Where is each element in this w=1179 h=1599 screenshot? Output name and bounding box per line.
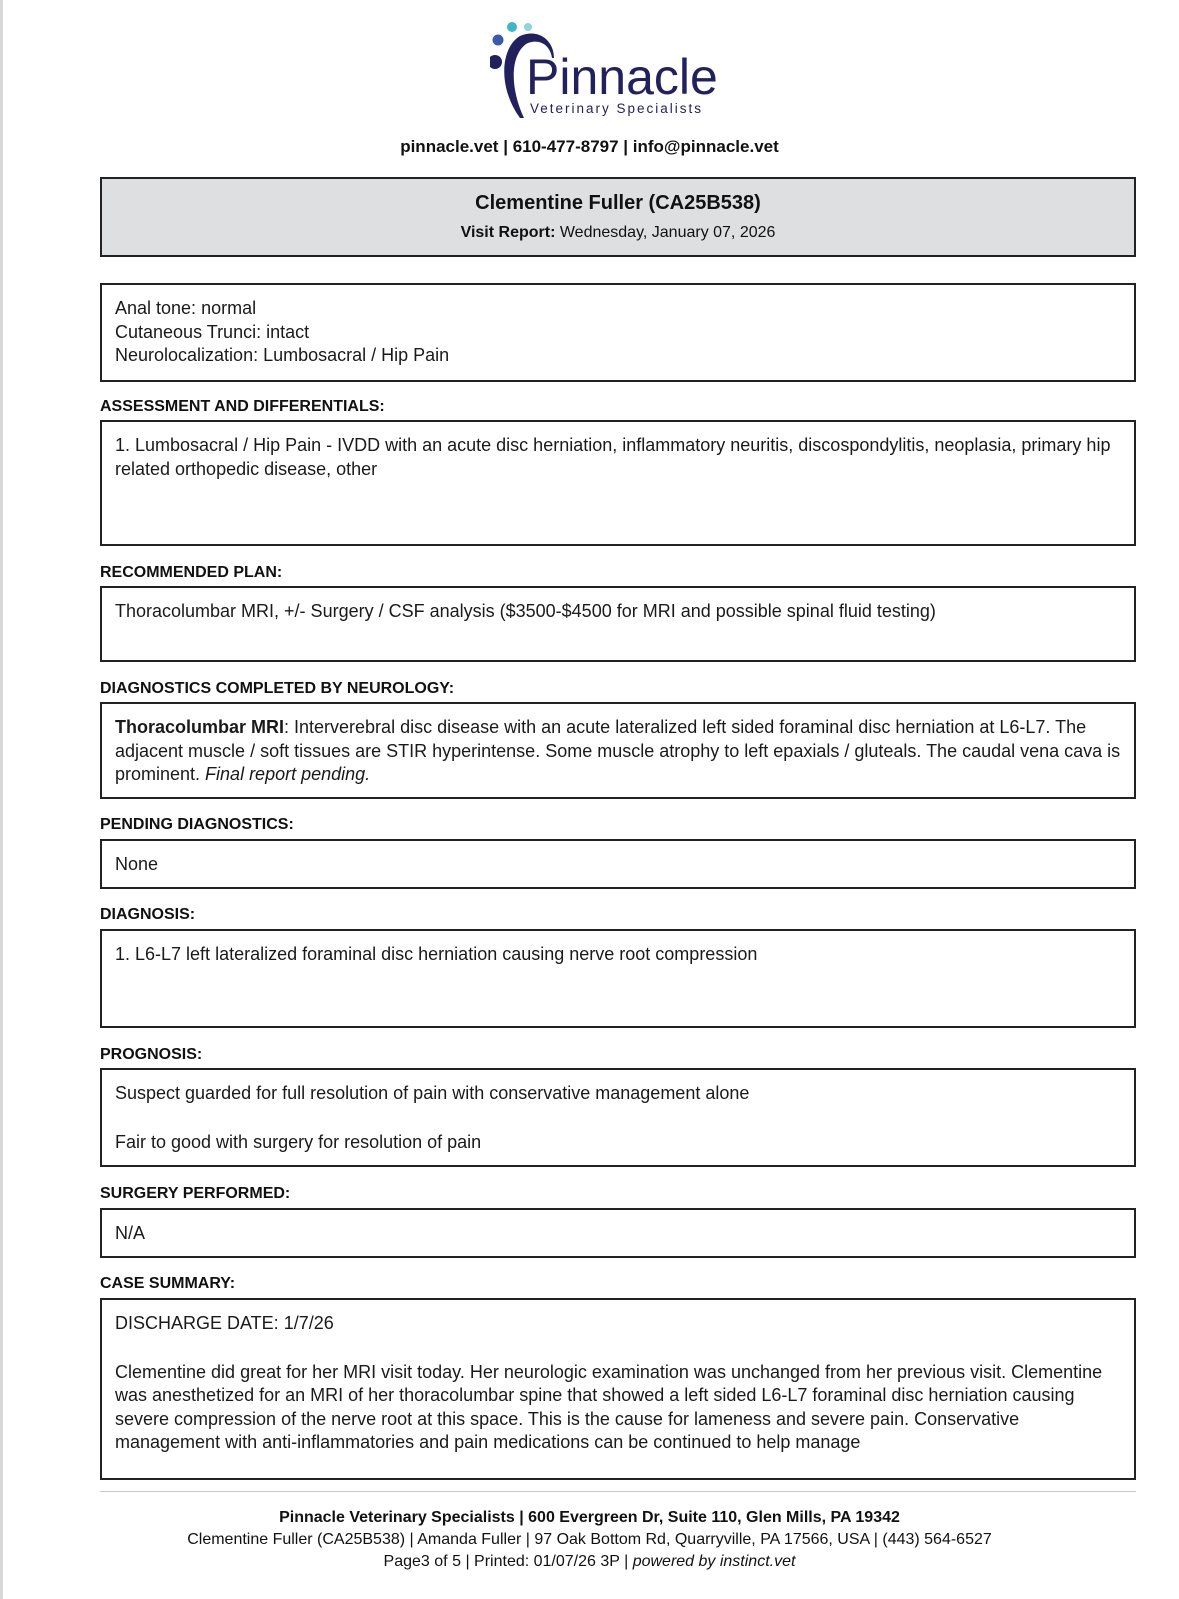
footer-divider [100,1491,1136,1492]
diagnostics-test-name: Thoracolumbar MRI [115,717,285,737]
pinnacle-logo [490,18,750,128]
pending-text: None [115,854,159,874]
diagnostics-completed-box [100,702,1136,799]
visit-label: Visit Report: [460,224,556,241]
case-summary-label: CASE SUMMARY: [100,1275,236,1292]
surgery-label: SURGERY PERFORMED: [100,1185,291,1202]
diagnosis-text: 1. L6-L7 left lateralized foraminal disc herniation causing nerve root compression [115,944,758,964]
pending-label: PENDING DIAGNOSTICS: [100,816,294,833]
diagnosis-label: DIAGNOSIS: [100,906,196,923]
prognosis-surgery: Fair to good with surgery for resolution of pain [115,1131,482,1152]
exam-line-cutaneous-trunci: Cutaneous Trunci: intact [115,321,310,342]
exam-findings-box [100,283,1136,382]
page-edge [0,0,3,1599]
prognosis-label: PROGNOSIS: [100,1046,203,1063]
assessment-text: 1. Lumbosacral / Hip Pain - IVDD with an acute disc herniation, inflammatory neuritis, discospondylitis, neoplasia, primary hip related orthopedic disease, other [115,435,1111,479]
plan-box [100,586,1136,662]
diagnosis-box [100,929,1136,1028]
diagnostics-status: Final report pending. [205,764,371,784]
contact-divider: | [503,137,513,156]
prognosis-box [100,1068,1136,1167]
page-prefix: Page [383,1553,421,1570]
footer-client-line: Clementine Fuller (CA25B538) | Amanda Fuller | 97 Oak Bottom Rd, Quarryville, PA 17566, USA | (443) 564-6527 [187,1531,992,1548]
contact-website[interactable]: pinnacle.vet [400,137,499,156]
powered-by[interactable]: powered by instinct.vet [632,1553,796,1570]
logo-dot-navy [490,55,502,69]
patient-title: Clementine Fuller (CA25B538) [475,192,761,214]
case-summary-box [100,1298,1136,1480]
report-header [100,177,1136,257]
contact-phone[interactable]: 610-477-8797 [512,137,619,156]
logo-tagline: Veterinary Specialists [530,101,704,116]
plan-label: RECOMMENDED PLAN: [100,564,283,581]
page-current: 3 [420,1553,430,1570]
contact-line [0,137,1179,157]
page-of: of [434,1553,448,1570]
assessment-box [100,420,1136,546]
exam-line-neurolocalization: Neurolocalization: Lumbosacral / Hip Pain [115,345,450,365]
pending-box [100,839,1136,889]
visit-line [102,224,1134,242]
footer-clinic-line: Pinnacle Veterinary Specialists | 600 Evergreen Dr, Suite 110, Glen Mills, PA 19342 [279,1509,900,1526]
diagnostics-completed-text [115,716,1122,787]
logo-dot-light [507,22,517,32]
logo-dot-mid [493,35,504,46]
visit-date: Wednesday, January 07, 2026 [559,224,776,241]
prognosis-conservative: Suspect guarded for full resolution of pain with conservative management alone [115,1083,750,1103]
diagnostics-findings: : Interverebral disc disease with an acute lateralized left sided foraminal disc herniation at L6-L7. The adjacent muscle / soft tissues are STIR hyperintense. Some muscle atrophy to left epaxials / gluteals. The caudal vena cava is prominent. [115,717,1121,784]
diagnostics-completed-label: DIAGNOSTICS COMPLETED BY NEUROLOGY: [100,680,455,697]
contact-email[interactable]: info@pinnacle.vet [632,137,779,156]
plan-text: Thoracolumbar MRI, +/- Surgery / CSF analysis ($3500-$4500 for MRI and possible spinal fluid testing) [115,601,936,621]
exam-line-anal-tone: Anal tone: normal [115,298,257,318]
surgery-text: N/A [115,1223,146,1243]
printed-stamp: | Printed: 01/07/26 3P | [465,1553,629,1570]
surgery-box [100,1208,1136,1258]
assessment-label: ASSESSMENT AND DIFFERENTIALS: [100,398,385,415]
logo-dot-lighter [524,23,532,31]
case-summary-text: Clementine did great for her MRI visit today. Her neurologic examination was unchanged from her previous visit. Clementine was anesthetized for an MRI of her thoracolumbar spine that showed a left sided L6-L7 foraminal disc herniation causing severe compression of the nerve root at this space. This is the cause for lameness and severe pain. Conservative management with anti-inflammatories and pain medications can be continued to help manage [115,1361,1103,1452]
footer-page-line [0,1553,1179,1571]
page-total: 5 [452,1553,461,1570]
discharge-date: DISCHARGE DATE: 1/7/26 [115,1313,334,1333]
logo-wordmark: Pinnacle [526,49,718,105]
contact-divider: | [623,137,633,156]
